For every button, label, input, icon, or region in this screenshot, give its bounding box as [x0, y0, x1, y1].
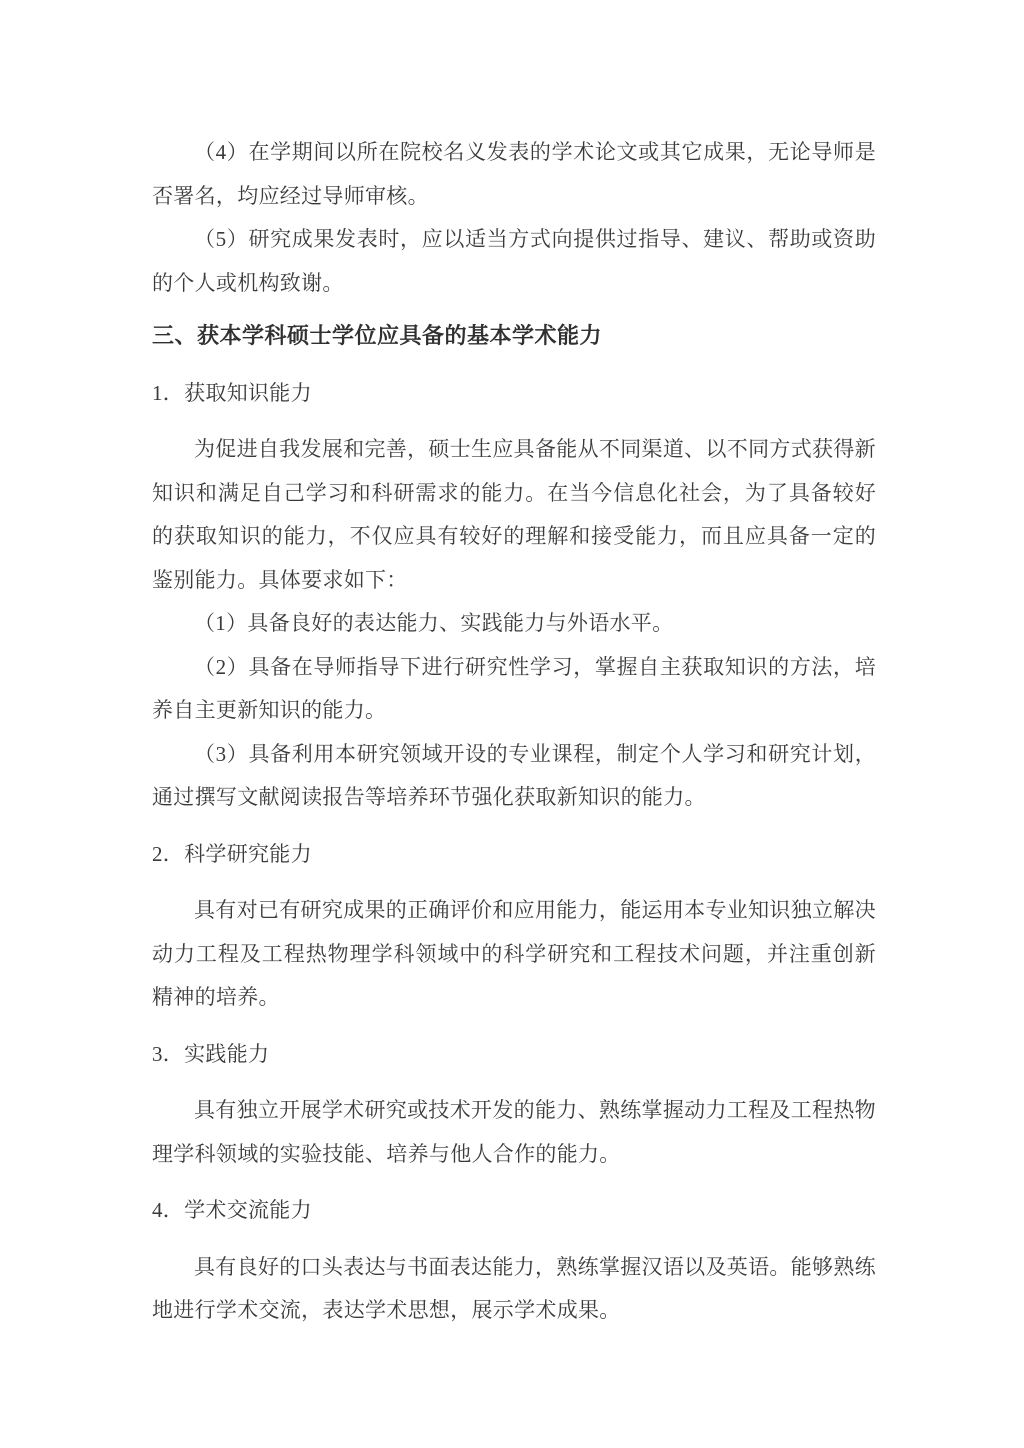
subsection-1-list-item-3: （3）具备利用本研究领域开设的专业课程，制定个人学习和研究计划，通过撰写文献阅读报告等培养环节强化获取新知识的能力。 [152, 741, 876, 809]
paragraph-item-5: （5）研究成果发表时，应以适当方式向提供过指导、建议、帮助或资助的个人或机构致谢。 [152, 227, 876, 295]
subsection-2-body-paragraph: 具有对已有研究成果的正确评价和应用能力，能运用本专业知识独立解决动力工程及工程热物理学科领域中的科学研究和工程技术问题，并注重创新精神的培养。 [152, 898, 876, 1009]
subsection-4-body-paragraph: 具有良好的口头表达与书面表达能力，熟练掌握汉语以及英语。能够熟练地进行学术交流，表达学术思想，展示学术成果。 [152, 1254, 876, 1322]
subsection-title-4: 4．学术交流能力 [152, 1198, 312, 1222]
subsection-title-3: 3．实践能力 [152, 1041, 270, 1066]
subsection-1-list-item-1: （1）具备良好的表达能力、实践能力与外语水平。 [194, 611, 674, 635]
paragraph-item-4: （4）在学期间以所在院校名义发表的学术论文或其它成果，无论导师是否署名，均应经过导师审核。 [152, 140, 876, 208]
subsection-1-list-item-2: （2）具备在导师指导下进行研究性学习，掌握自主获取知识的方法，培养自主更新知识的能力。 [152, 654, 876, 722]
subsection-3-body-paragraph: 具有独立开展学术研究或技术开发的能力、熟练掌握动力工程及工程热物理学科领域的实验技能、培养与他人合作的能力。 [152, 1098, 876, 1166]
section-heading-3: 三、获本学科硕士学位应具备的基本学术能力 [152, 323, 603, 348]
subsection-1-intro-paragraph: 为促进自我发展和完善，硕士生应具备能从不同渠道、以不同方式获得新知识和满足自己学习和科研需求的能力。在当今信息化社会，为了具备较好的获取知识的能力，不仅应具有较好的理解和接受能力，而且应具备一定的鉴别能力。具体要求如下： [152, 437, 876, 592]
subsection-title-1: 1．获取知识能力 [152, 380, 312, 405]
subsection-title-2: 2．科学研究能力 [152, 841, 312, 866]
